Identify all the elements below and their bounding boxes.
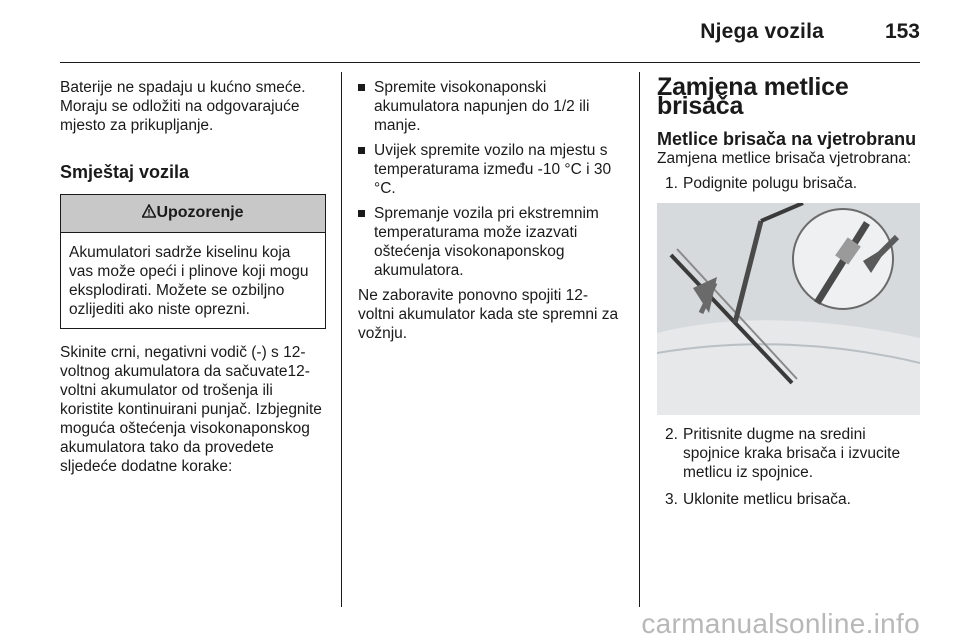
page-number: 153 — [884, 20, 920, 43]
column-right — [657, 73, 920, 517]
storage-heading: Smještaj vozila — [60, 162, 190, 182]
wiper-diagram — [657, 203, 920, 415]
warning-title: Upozorenje — [156, 204, 244, 221]
wiper-illustration — [657, 203, 920, 415]
list-item: Spremanje vozila pri ekstremnim temperaturama može izazvati oštećenja visokonaponskog akumulatora. — [358, 204, 620, 280]
warning-box — [60, 194, 326, 329]
step-item: 3. Uklonite metlicu brisača. — [665, 491, 851, 508]
warning-triangle-icon — [142, 204, 156, 218]
warning-body — [61, 233, 325, 328]
storage-bullet-list — [358, 78, 620, 280]
bullet-icon — [358, 210, 365, 217]
battery-disposal-text: Baterije ne spadaju u kućno smeće. Moraju se odložiti na odgovarajuće mjesto za prikupljanje. — [60, 79, 306, 134]
warning-text: Akumulatori sadrže kiselinu koja vas može opeći i plinove koji mogu eksplodirati. Možete se ozbiljno ozlijediti ako niste oprezni. — [69, 244, 309, 318]
list-item: Uvijek spremite vozilo na mjestu s temperaturama između -10 °C i 30 °C. — [358, 141, 620, 198]
disconnect-battery-text: Skinite crni, negativni vodič (-) s 12-voltnog akumulatora da sačuvate12-voltni akumulator od trošenja ili koristite kontinuirani punjač. Izbjegnite moguća oštećenja visokonaponskog akumulatora tako da provedete sljedeće dodatne korake: — [60, 344, 322, 475]
section-title: Njega vozila — [700, 20, 824, 43]
column-left — [60, 78, 326, 476]
step-item: 2. Pritisnite dugme na sredini spojnice kraka brisača i izvucite metlicu iz spojnice. — [665, 426, 901, 481]
reconnect-text: Ne zaboravite ponovno spojiti 12-voltni akumulator kada ste spremni za vožnju. — [358, 287, 619, 342]
bullet-icon — [358, 84, 365, 91]
list-item: Spremite visokonaponski akumulatora napunjen do 1/2 ili manje. — [358, 78, 620, 135]
column-divider — [341, 72, 342, 607]
column-middle — [358, 78, 620, 343]
wiper-section-title: Zamjena metlice brisača — [657, 73, 849, 120]
bullet-icon — [358, 147, 365, 154]
wiper-intro: Zamjena metlice brisača vjetrobrana: — [657, 150, 912, 167]
wiper-subtitle: Metlice brisača na vjetrobranu — [657, 129, 917, 149]
page-header — [60, 0, 920, 63]
watermark: carmanualsonline.info — [641, 608, 920, 639]
warning-header — [61, 195, 325, 233]
column-divider — [639, 72, 640, 607]
step-item: 1. Podignite polugu brisača. — [665, 175, 858, 192]
